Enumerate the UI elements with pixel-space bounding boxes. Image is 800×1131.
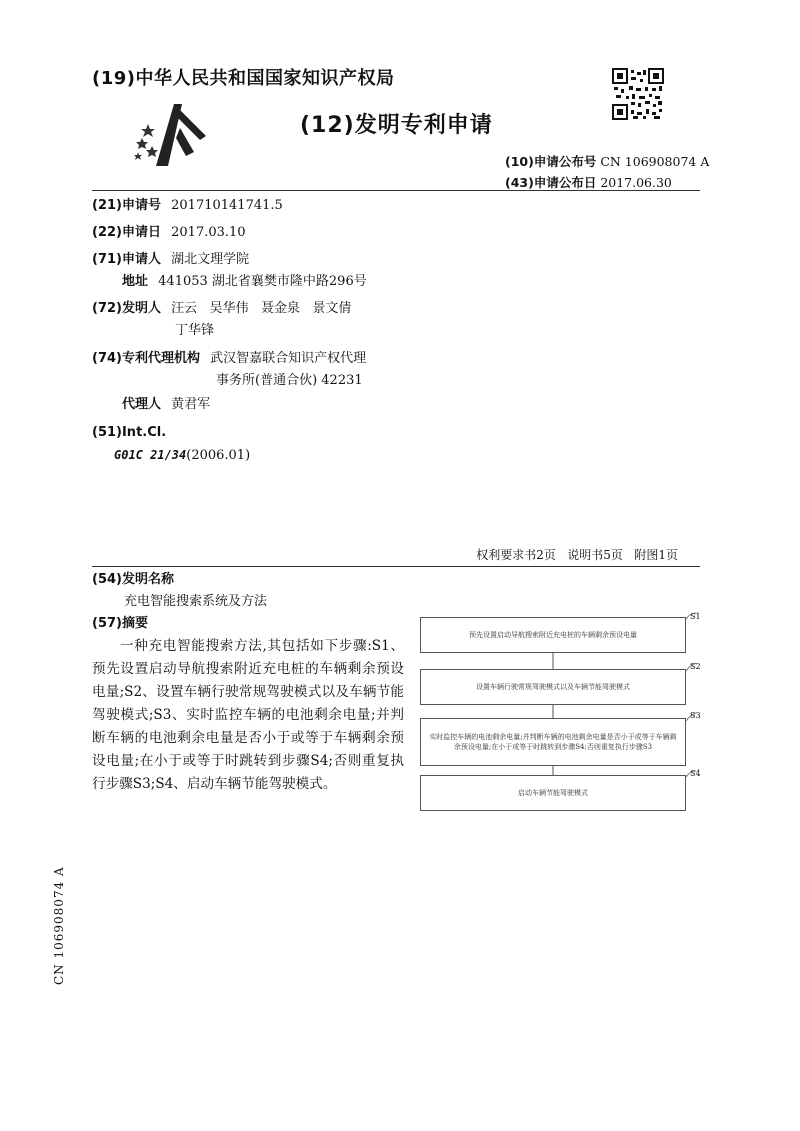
cnipa-logo	[128, 98, 208, 168]
flow-label-s2: S2	[690, 662, 701, 671]
label-leader-s3	[686, 713, 696, 721]
flow-label-s4: S4	[690, 769, 701, 778]
header-divider	[92, 190, 700, 191]
agency-label: (74)专利代理机构	[92, 351, 200, 366]
inventor-row	[92, 298, 367, 320]
invention-title-block	[92, 569, 267, 635]
office-name: (19)中华人民共和国国家知识产权局	[92, 68, 395, 89]
flowchart-connectors	[410, 605, 710, 820]
publication-date: 2017.06.30	[600, 175, 672, 190]
address-label: 地址	[122, 274, 149, 289]
flow-label-s3: S3	[690, 711, 701, 720]
publication-date-label: (43)申请公布日	[505, 175, 597, 190]
agent-label: 代理人	[122, 397, 162, 412]
publication-number-row	[505, 152, 709, 170]
application-number-label: (21)申请号	[92, 198, 161, 213]
intcl-classification-row	[114, 444, 367, 467]
flow-step-s2: 设置车辆行驶常规驾驶模式以及车辆节能驾驶模式	[420, 669, 686, 705]
abstract-text: 一种充电智能搜索方法,其包括如下步骤:S1、预先设置启动导航搜索附近充电桩的车辆剩余预设电量;S2、设置车辆行驶常规驾驶模式以及车辆节能驾驶模式;S3、实时监控车辆的电池剩余电量;并判断车辆的电池剩余电量是否小于或等于车辆剩余预设电量;在小于或等于时跳转到步骤S4;否则重复执行步骤S3;S4、启动车辆节能驾驶模式。	[92, 638, 404, 792]
address-row	[122, 271, 367, 293]
application-date-label: (22)申请日	[92, 225, 161, 240]
label-leader-s2	[686, 663, 696, 671]
star-icon	[141, 124, 155, 137]
applicant-label: (71)申请人	[92, 252, 161, 267]
side-publication-number: CN 106908074 A	[52, 866, 66, 985]
flow-step-s1: 预先设置启动导航搜索附近充电桩的车辆剩余预设电量	[420, 617, 686, 653]
intcl-code: G01C 21/34	[114, 448, 187, 462]
logo-stroke-inner	[176, 128, 194, 156]
inventors-continued: 丁华锋	[175, 323, 215, 338]
bibliographic-data	[92, 195, 367, 467]
intcl-label: (51)Int.Cl.	[92, 425, 167, 440]
address: 441053 湖北省襄樊市隆中路296号	[158, 274, 367, 289]
abstract-label: (57)摘要	[92, 616, 148, 631]
publication-number-label: (10)申请公布号	[505, 154, 597, 169]
applicant-row	[92, 249, 367, 271]
publication-number: CN 106908074 A	[600, 154, 710, 169]
flow-label-s1: S1	[690, 612, 701, 621]
inventors: 汪云 吴华伟 聂金泉 景文倩	[171, 301, 352, 316]
intcl-version: (2006.01)	[186, 448, 251, 463]
agent: 黄君军	[171, 397, 211, 412]
star-icon	[136, 138, 148, 149]
agent-row	[122, 394, 367, 416]
agency: 武汉智嘉联合知识产权代理	[210, 351, 367, 366]
star-icon	[146, 146, 158, 157]
intcl-row	[92, 422, 367, 444]
inventor-label: (72)发明人	[92, 301, 161, 316]
abstract-divider	[92, 566, 700, 567]
flow-step-s4: 启动车辆节能驾驶模式	[420, 775, 686, 811]
invention-title: 充电智能搜索系统及方法	[124, 594, 268, 609]
application-number: 201710141741.5	[171, 198, 283, 213]
qr-code-icon	[612, 68, 664, 120]
document-kind: (12)发明专利申请	[300, 113, 493, 138]
application-date-row	[92, 222, 367, 244]
label-leader-s4	[686, 771, 696, 777]
agency-row	[92, 348, 367, 370]
applicant: 湖北文理学院	[171, 252, 250, 267]
application-number-row	[92, 195, 367, 217]
star-icon	[134, 152, 142, 160]
invention-title-label: (54)发明名称	[92, 572, 174, 587]
flow-step-s3: 实时监控车辆的电池剩余电量;并判断车辆的电池剩余电量是否小于或等于车辆剩余预设电量;在小于或等于时跳转到步骤S4;否则重复执行步骤S3	[420, 718, 686, 766]
publication-date-row	[505, 173, 672, 191]
pages-info: 权利要求书2页 说明书5页 附图1页	[476, 548, 678, 562]
label-leader-s1	[686, 613, 696, 619]
application-date: 2017.03.10	[171, 225, 246, 240]
agency-continued: 事务所(普通合伙) 42231	[216, 373, 363, 388]
